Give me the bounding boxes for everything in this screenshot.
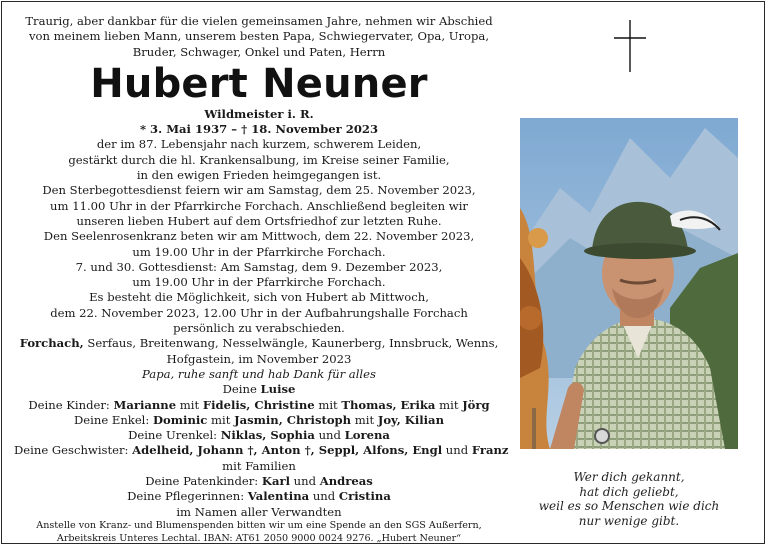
godchildren-line: Deine Patenkinder: Karl und Andreas <box>145 474 373 489</box>
intro-line-1: Traurig, aber dankbar für die vielen gemeinsamen Jahre, nehmen wir Abschied <box>25 14 493 28</box>
intro-line-2: von meinem lieben Mann, unserem besten Papa, Schwiegervater, Opa, Uropa, <box>28 29 490 44</box>
body-line: um 19.00 Uhr in der Pfarrkirche Forchach. <box>132 244 386 259</box>
intro-line-3: Bruder, Schwager, Onkel und Paten, Herrn <box>132 44 386 59</box>
memorial-poem <box>520 470 738 528</box>
donation-line-1: Anstelle von Kranz- und Blumenspenden bitten wir um eine Spende an den SGS Außerfern, <box>36 519 482 531</box>
portrait-illustration <box>520 118 738 449</box>
body-line: unseren lieben Hubert auf dem Ortsfriedhof zur letzten Ruhe. <box>76 213 442 228</box>
other-places: Serfaus, Breitenwang, Nesselwängle, Kaunerberg, Innsbruck, Wenns, <box>83 336 499 351</box>
body-line: Es besteht die Möglichkeit, sich von Hubert ab Mittwoch, <box>89 290 429 305</box>
body-line: der im 87. Lebensjahr nach kurzem, schwerem Leiden, <box>96 137 422 152</box>
poem-line: Wer dich gekannt, <box>573 470 685 484</box>
cross-icon <box>614 20 646 72</box>
farewell-line: Papa, ruhe sanft und hab Dank für alles <box>142 366 376 381</box>
places-line-1 <box>14 336 504 351</box>
body-line: 7. und 30. Gottesdienst: Am Samstag, dem 9. Dezember 2023, <box>75 259 443 274</box>
wife-line: Deine Luise <box>222 382 296 397</box>
body-line: um 19.00 Uhr in der Pfarrkirche Forchach. <box>132 275 386 290</box>
home-place: Forchach, <box>19 336 84 351</box>
body-line: dem 22. November 2023, 12.00 Uhr in der Aufbahrungshalle Forchach <box>50 305 468 320</box>
deceased-name: Hubert Neuner <box>90 60 428 107</box>
portrait-photo <box>520 118 738 449</box>
body-line: in den ewigen Frieden heimgegangen ist. <box>136 168 382 183</box>
siblings-line: Deine Geschwister: Adelheid, Johann †, Anton †, Seppl, Alfons, Engl und Franz <box>14 443 509 458</box>
deceased-title: Wildmeister i. R. <box>204 106 314 121</box>
body-line: Den Seelenrosenkranz beten wir am Mittwoch, dem 22. November 2023, <box>43 229 475 244</box>
siblings-tail: mit Familien <box>222 458 296 473</box>
great-grandchildren-line: Deine Urenkel: Niklas, Sophia und Lorena <box>128 428 390 443</box>
children-line: Deine Kinder: Marianne mit Fidelis, Christine mit Thomas, Erika mit Jörg <box>28 397 490 412</box>
donation-line-2: Arbeitskreis Unteres Lechtal. IBAN: AT61 2050 9000 0024 9276. „Hubert Neuner“ <box>56 532 462 544</box>
body-line: persönlich zu verabschieden. <box>173 321 345 336</box>
places-line-2: Hofgastein, im November 2023 <box>166 351 352 366</box>
wife-name: Luise <box>260 382 296 397</box>
poem-line: weil es so Menschen wie dich <box>538 499 720 514</box>
grandchildren-line: Deine Enkel: Dominic mit Jasmin, Christoph mit Joy, Kilian <box>73 412 444 427</box>
poem-line: hat dich geliebt, <box>579 484 679 499</box>
body-line: gestärkt durch die hl. Krankensalbung, im Kreise seiner Familie, <box>68 152 450 167</box>
caregivers-line: Deine Pflegerinnen: Valentina und Cristina <box>127 489 391 504</box>
body-line: um 11.00 Uhr in der Pfarrkirche Forchach. Anschließend begleiten wir <box>50 198 468 213</box>
body-line: Den Sterbegottesdienst feiern wir am Samstag, dem 25. November 2023, <box>42 183 476 198</box>
obituary-text <box>14 14 509 546</box>
life-dates: * 3. Mai 1937 – † 18. November 2023 <box>139 122 379 137</box>
poem-line: nur wenige gibt. <box>578 513 680 528</box>
relatives-line: im Namen aller Verwandten <box>176 504 342 519</box>
